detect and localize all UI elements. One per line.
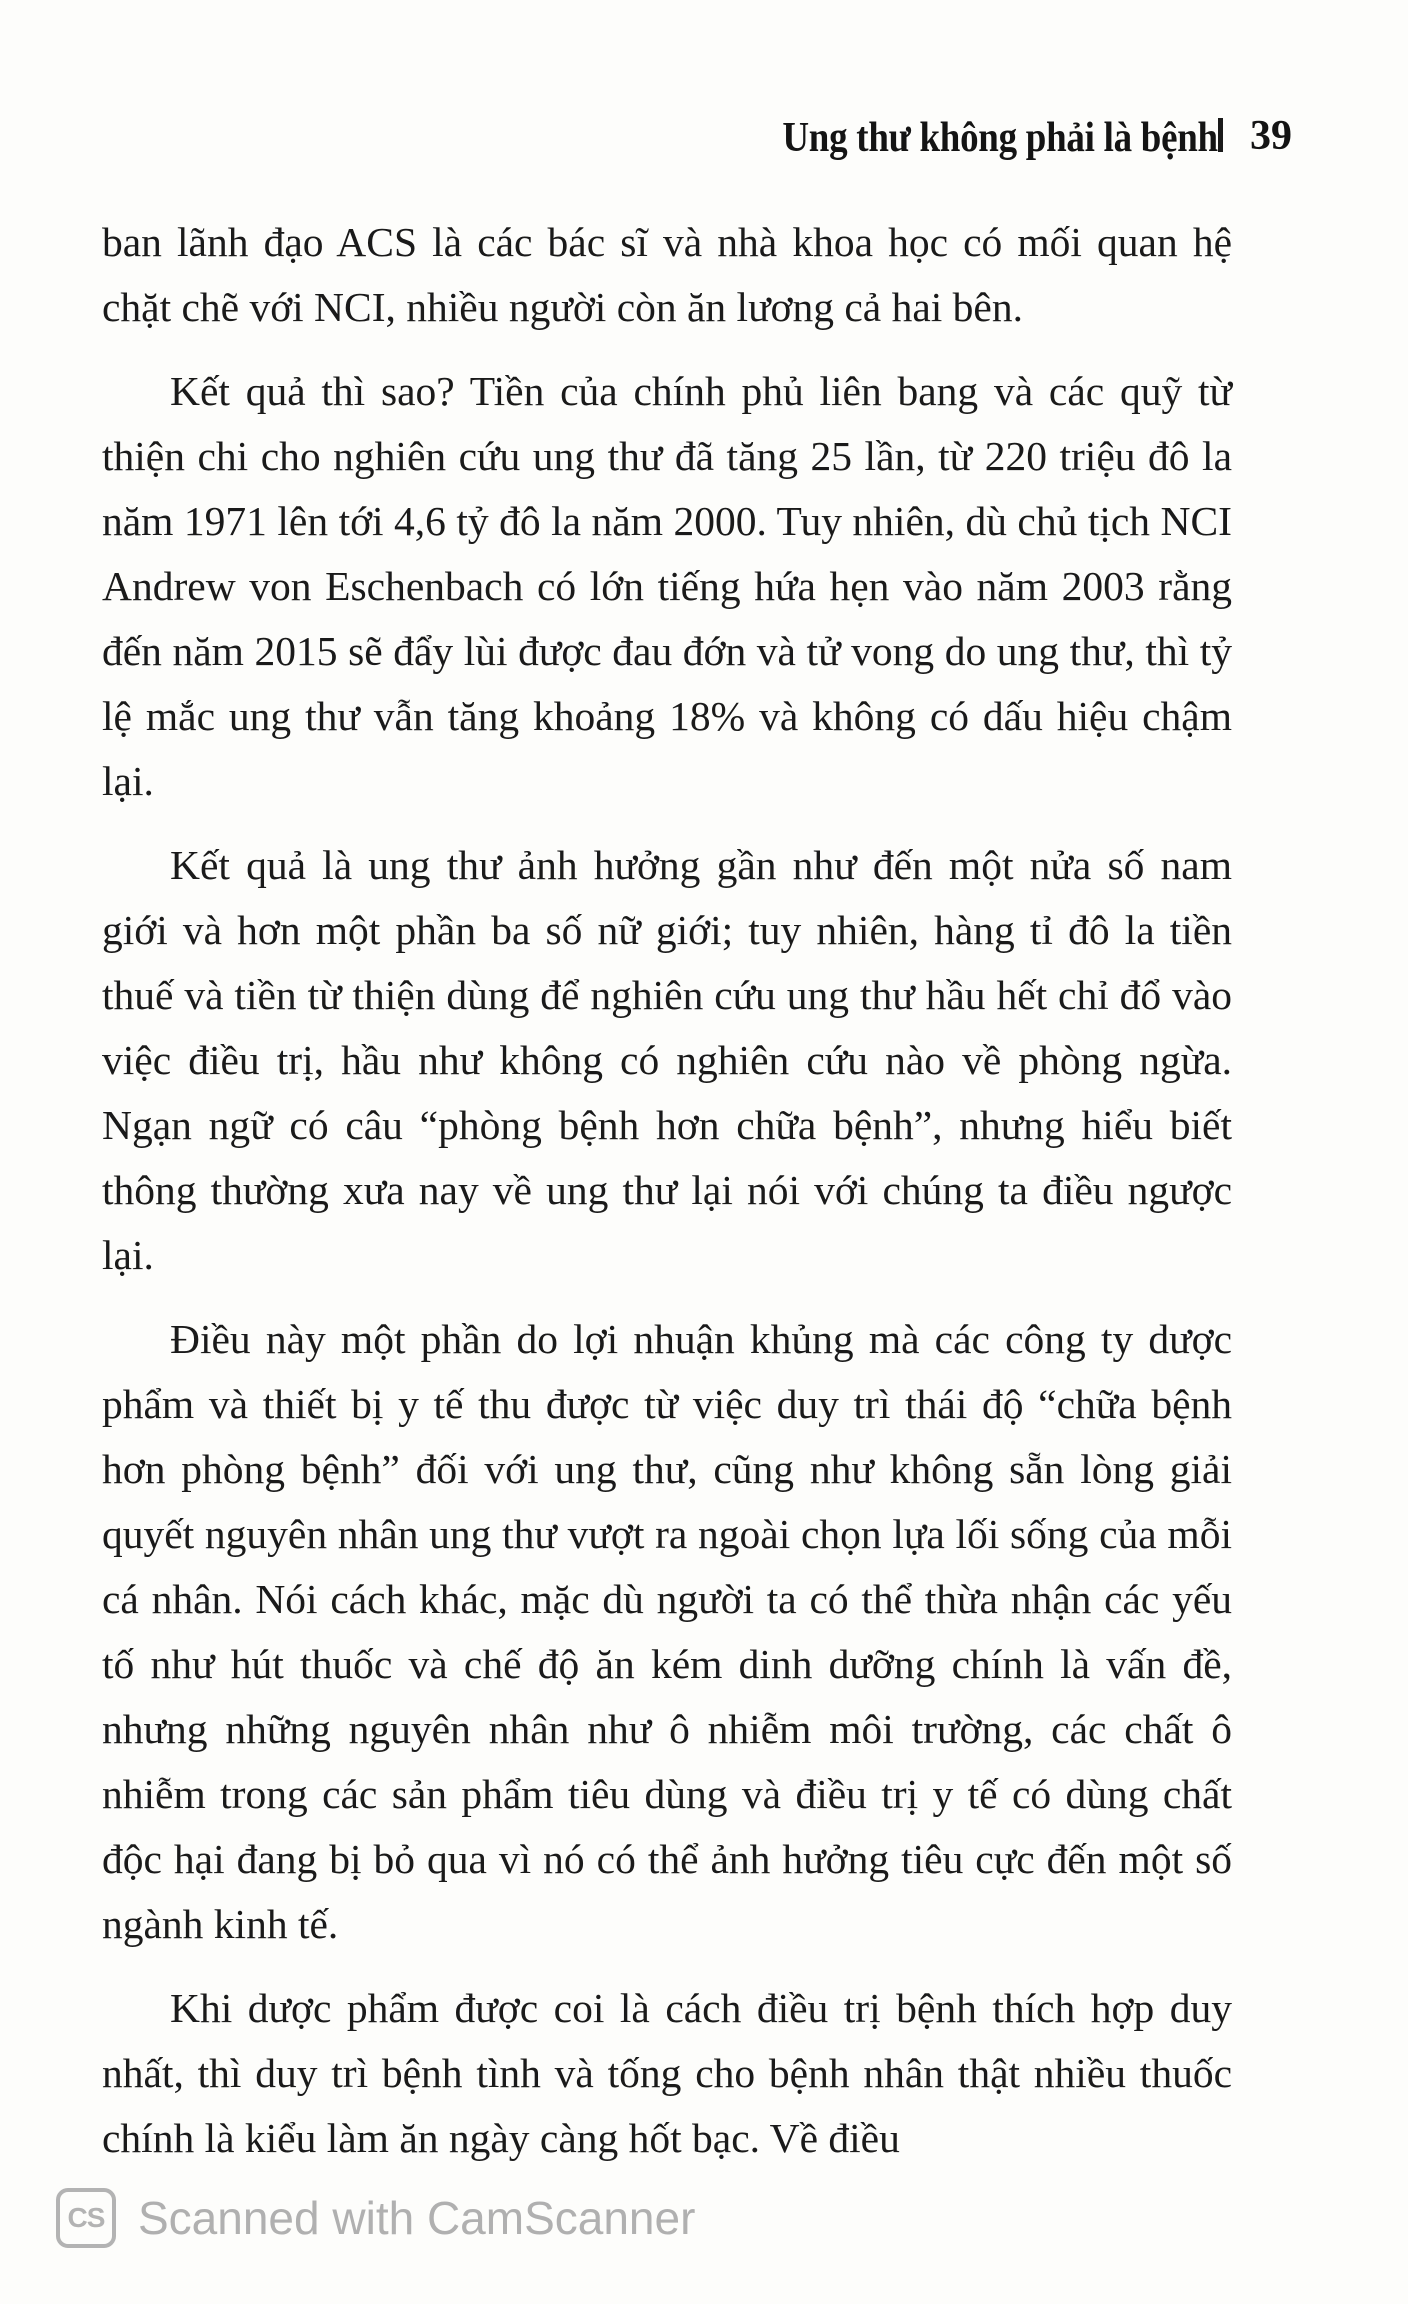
header-divider (1218, 118, 1223, 152)
paragraph: Điều này một phần do lợi nhuận khủng mà các công ty dược phẩm và thiết bị y tế thu được từ việc duy trì thái độ “chữa bệnh hơn phòng bệnh” đối với ung thư, cũng như không sẵn lòng giải quyết nguyên nhân ung thư vượt ra ngoài chọn lựa lối sống của mỗi cá nhân. Nói cách khác, mặc dù người ta có thể thừa nhận các yếu tố như hút thuốc và chế độ ăn kém dinh dưỡng chính là vấn đề, nhưng những nguyên nhân như ô nhiễm môi trường, các chất ô nhiễm trong các sản phẩm tiêu dùng và điều trị y tế có dùng chất độc hại đang bị bỏ qua vì nó có thể ảnh hưởng tiêu cực đến một số ngành kinh tế. (102, 1316, 1232, 1947)
body-text (102, 210, 1232, 2190)
page-number: 39 (1250, 113, 1292, 159)
page-header (0, 108, 1408, 168)
camscanner-logo-icon: CS (56, 2188, 116, 2248)
running-head: Ung thư không phải là bệnh (782, 115, 1218, 161)
watermark-text: Scanned with CamScanner (138, 2192, 696, 2244)
paragraph-continuation: ban lãnh đạo ACS là các bác sĩ và nhà khoa học có mối quan hệ chặt chẽ với NCI, nhiều người còn ăn lương cả hai bên. (102, 219, 1232, 330)
camscanner-watermark (56, 2183, 695, 2253)
paragraph: Kết quả là ung thư ảnh hưởng gần như đến một nửa số nam giới và hơn một phần ba số nữ giới; tuy nhiên, hàng tỉ đô la tiền thuế và tiền từ thiện dùng để nghiên cứu ung thư hầu hết chỉ đổ vào việc điều trị, hầu như không có nghiên cứu nào về phòng ngừa. Ngạn ngữ có câu “phòng bệnh hơn chữa bệnh”, nhưng hiểu biết thông thường xưa nay về ung thư lại nói với chúng ta điều ngược lại. (102, 842, 1232, 1278)
paragraph: Khi dược phẩm được coi là cách điều trị bệnh thích hợp duy nhất, thì duy trì bệnh tình và tống cho bệnh nhân thật nhiều thuốc chính là kiểu làm ăn ngày càng hốt bạc. Về điều (102, 1985, 1232, 2161)
paragraph: Kết quả thì sao? Tiền của chính phủ liên bang và các quỹ từ thiện chi cho nghiên cứu ung thư đã tăng 25 lần, từ 220 triệu đô la năm 1971 lên tới 4,6 tỷ đô la năm 2000. Tuy nhiên, dù chủ tịch NCI Andrew von Eschenbach có lớn tiếng hứa hẹn vào năm 2003 rằng đến năm 2015 sẽ đẩy lùi được đau đớn và tử vong do ung thư, thì tỷ lệ mắc ung thư vẫn tăng khoảng 18% và không có dấu hiệu chậm lại. (102, 368, 1232, 804)
